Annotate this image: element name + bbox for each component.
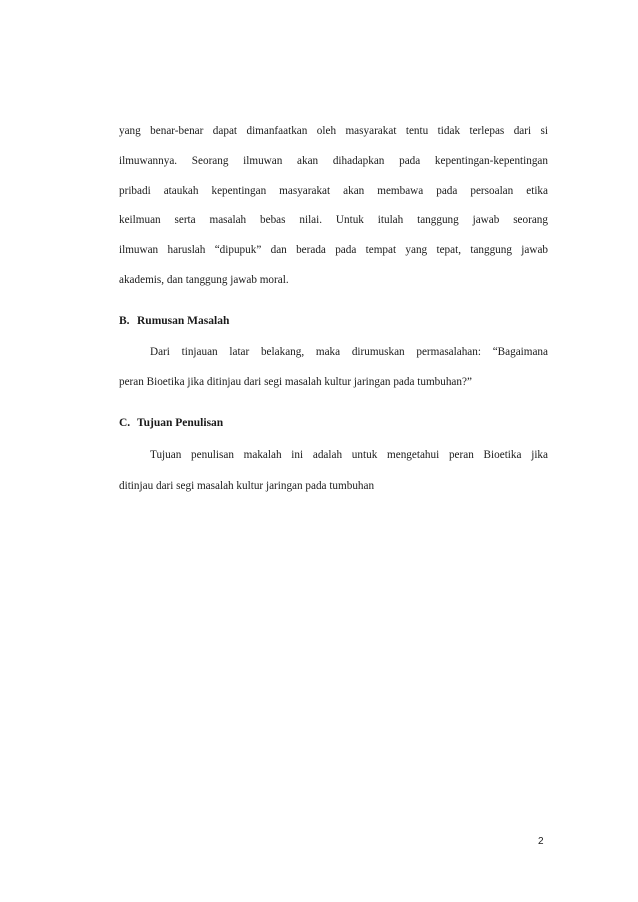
section-title: Rumusan Masalah <box>137 315 230 327</box>
section-number: C. <box>119 417 131 429</box>
paragraph-line: yang benar-benar dapat dimanfaatkan oleh masyarakat tentu tidak terlepas dari si <box>119 125 548 137</box>
paragraph-line: ilmuwan haruslah “dipupuk” dan berada pada tempat yang tepat, tanggung jawab <box>119 244 548 256</box>
paragraph-line: keilmuan serta masalah bebas nilai. Untuk itulah tanggung jawab seorang <box>119 214 548 226</box>
section-b-heading <box>119 314 229 328</box>
paragraph-line: Dari tinjauan latar belakang, maka dirumuskan permasalahan: “Bagaimana <box>150 346 548 358</box>
section-c-heading <box>119 416 223 430</box>
page-number: 2 <box>538 836 544 847</box>
paragraph-line: pribadi ataukah kepentingan masyarakat akan membawa pada persoalan etika <box>119 185 548 197</box>
paragraph-line: peran Bioetika jika ditinjau dari segi masalah kultur jaringan pada tumbuhan?” <box>119 376 472 388</box>
paragraph-line: akademis, dan tanggung jawab moral. <box>119 274 289 286</box>
paragraph-line: ilmuwannya. Seorang ilmuwan akan dihadapkan pada kepentingan-kepentingan <box>119 155 548 167</box>
paragraph-line: ditinjau dari segi masalah kultur jaringan pada tumbuhan <box>119 480 375 492</box>
paragraph-line: Tujuan penulisan makalah ini adalah untuk mengetahui peran Bioetika jika <box>150 449 548 461</box>
section-number: B. <box>119 315 130 327</box>
section-title: Tujuan Penulisan <box>137 417 224 429</box>
